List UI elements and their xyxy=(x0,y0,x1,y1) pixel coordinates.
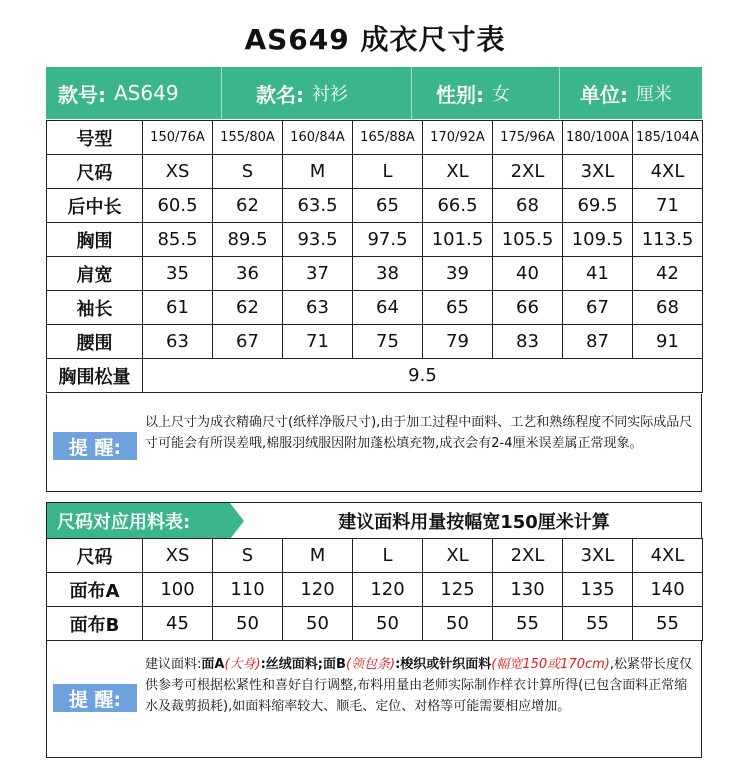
table-cell: 41 xyxy=(563,257,633,291)
page-title: AS649 成衣尺寸表 xyxy=(244,23,506,56)
fabric-tag: 尺码对应用料表: xyxy=(47,503,230,539)
fabric-a-note: (大身) xyxy=(224,657,261,672)
fabric-a-label: 面A xyxy=(201,657,225,672)
table-row xyxy=(47,189,703,223)
table-cell: 89.5 xyxy=(213,223,283,257)
table-cell: 40 xyxy=(493,257,563,291)
table-cell: 125 xyxy=(423,573,493,607)
table-cell: 60.5 xyxy=(143,189,213,223)
unit-label: 单位: xyxy=(580,82,628,107)
table-cell: XL xyxy=(423,539,493,573)
row-label: 尺码 xyxy=(47,539,143,573)
table-cell: 67 xyxy=(563,291,633,325)
table-cell: XS xyxy=(143,155,213,189)
table-cell: XL xyxy=(423,155,493,189)
name-value: 衬衫 xyxy=(312,84,348,105)
table-cell: 170/92A xyxy=(423,121,493,155)
table-cell: XS xyxy=(143,539,213,573)
text-rest: ,松紧带长度仅供参考可根据松紧性和喜好自行调整,布料用量由老师实际制作样衣计算所得(已包含面料正常缩水及裁剪损耗),如面料缩率较大、顺毛、定位、对格等可能需要相应增加。 xyxy=(145,657,693,714)
table-cell: 135 xyxy=(563,573,633,607)
table-row xyxy=(47,257,703,291)
table-cell: 155/80A xyxy=(213,121,283,155)
size-table xyxy=(46,120,702,393)
table-cell: 66 xyxy=(493,291,563,325)
table-cell: 2XL xyxy=(493,539,563,573)
row-label: 胸围 xyxy=(47,223,143,257)
table-cell: 3XL xyxy=(563,539,633,573)
ease-value: 9.5 xyxy=(143,359,703,393)
table-cell: L xyxy=(353,539,423,573)
header-bar xyxy=(46,67,702,119)
table-cell: 68 xyxy=(493,189,563,223)
table-cell: 61 xyxy=(143,291,213,325)
width-note: (幅宽150或170cm) xyxy=(491,657,610,672)
table-row xyxy=(47,121,703,155)
style-no-label: 款号: xyxy=(58,82,106,107)
table-cell: 79 xyxy=(423,325,493,359)
table-cell: 165/88A xyxy=(353,121,423,155)
table-cell: 71 xyxy=(633,189,703,223)
table-cell: 64 xyxy=(353,291,423,325)
gender-value: 女 xyxy=(492,84,510,105)
fabric-header-band xyxy=(46,502,702,538)
table-cell: S xyxy=(213,155,283,189)
row-label: 面布A xyxy=(47,573,143,607)
table-cell: 160/84A xyxy=(283,121,353,155)
reminder-text-2 xyxy=(145,654,693,717)
table-cell: 65 xyxy=(353,189,423,223)
table-cell: 110 xyxy=(213,573,283,607)
table-row xyxy=(47,539,703,573)
row-label: 袖长 xyxy=(47,291,143,325)
table-cell: 83 xyxy=(493,325,563,359)
table-cell: 68 xyxy=(633,291,703,325)
table-cell: 2XL xyxy=(493,155,563,189)
style-no-cell xyxy=(46,67,222,119)
ease-label: 胸围松量 xyxy=(47,359,143,393)
table-cell: 50 xyxy=(283,607,353,641)
table-cell: 85.5 xyxy=(143,223,213,257)
fabric-a-desc: :丝绒面料; xyxy=(260,657,324,672)
reminder-tag-2: 提 醒: xyxy=(53,684,137,712)
table-cell: 62 xyxy=(213,291,283,325)
table-cell: 55 xyxy=(633,607,703,641)
table-cell: 120 xyxy=(283,573,353,607)
table-row xyxy=(47,325,703,359)
table-cell: 100 xyxy=(143,573,213,607)
table-cell: 105.5 xyxy=(493,223,563,257)
table-cell: 180/100A xyxy=(563,121,633,155)
table-cell: 39 xyxy=(423,257,493,291)
table-cell: 63.5 xyxy=(283,189,353,223)
gender-cell xyxy=(412,67,560,119)
table-cell: 55 xyxy=(563,607,633,641)
fabric-table xyxy=(46,538,702,641)
table-cell: M xyxy=(283,539,353,573)
unit-value: 厘米 xyxy=(636,84,672,105)
style-no-value: AS649 xyxy=(114,81,179,105)
table-cell: 93.5 xyxy=(283,223,353,257)
table-cell: 150/76A xyxy=(143,121,213,155)
unit-cell xyxy=(560,67,702,119)
table-cell: 91 xyxy=(633,325,703,359)
fabric-b-label: 面B xyxy=(323,657,346,672)
table-cell: M xyxy=(283,155,353,189)
row-label: 后中长 xyxy=(47,189,143,223)
row-label: 腰围 xyxy=(47,325,143,359)
table-row xyxy=(47,607,703,641)
name-cell xyxy=(222,67,412,119)
table-cell: 38 xyxy=(353,257,423,291)
table-cell: 50 xyxy=(353,607,423,641)
table-cell: 50 xyxy=(213,607,283,641)
reminder-text: 以上尺寸为成衣精确尺寸(纸样净版尺寸),由于加工过程中面料、工艺和熟练程度不同实际成品尺寸可能会有所误差哦,棉服羽绒服因附加蓬松填充物,成衣会有2-4厘米误差属正常现象。 xyxy=(145,415,693,451)
table-row xyxy=(47,223,703,257)
table-cell: 67 xyxy=(213,325,283,359)
note-reminder-2 xyxy=(46,640,702,758)
name-label: 款名: xyxy=(256,82,304,107)
row-label: 肩宽 xyxy=(47,257,143,291)
table-cell: 66.5 xyxy=(423,189,493,223)
table-cell: 36 xyxy=(213,257,283,291)
fabric-b-note: (领包条) xyxy=(345,657,396,672)
table-cell: 42 xyxy=(633,257,703,291)
table-cell: 55 xyxy=(493,607,563,641)
table-row xyxy=(47,155,703,189)
table-cell: 97.5 xyxy=(353,223,423,257)
table-row xyxy=(47,573,703,607)
table-cell: 65 xyxy=(423,291,493,325)
table-cell: 109.5 xyxy=(563,223,633,257)
table-cell: 4XL xyxy=(633,155,703,189)
fabric-b-desc: :梭织或针织面料 xyxy=(395,657,492,672)
table-cell: 130 xyxy=(493,573,563,607)
table-cell: 120 xyxy=(353,573,423,607)
text-part: 建议面料: xyxy=(145,657,202,672)
table-cell: 101.5 xyxy=(423,223,493,257)
table-cell: 3XL xyxy=(563,155,633,189)
table-cell: 185/104A xyxy=(633,121,703,155)
table-cell: 50 xyxy=(423,607,493,641)
gender-label: 性别: xyxy=(436,82,484,107)
row-label: 尺码 xyxy=(47,155,143,189)
table-cell: L xyxy=(353,155,423,189)
table-cell: 69.5 xyxy=(563,189,633,223)
table-cell: 140 xyxy=(633,573,703,607)
reminder-tag: 提 醒: xyxy=(53,432,137,460)
table-cell: 45 xyxy=(143,607,213,641)
table-cell: 63 xyxy=(283,291,353,325)
row-label: 号型 xyxy=(47,121,143,155)
table-row xyxy=(47,291,703,325)
table-cell: S xyxy=(213,539,283,573)
table-cell: 4XL xyxy=(633,539,703,573)
table-cell: 35 xyxy=(143,257,213,291)
table-cell: 37 xyxy=(283,257,353,291)
table-cell: 75 xyxy=(353,325,423,359)
note-reminder-1 xyxy=(46,394,702,492)
table-cell: 113.5 xyxy=(633,223,703,257)
table-cell: 175/96A xyxy=(493,121,563,155)
fabric-title: 建议面料用量按幅宽150厘米计算 xyxy=(338,512,610,533)
table-cell: 62 xyxy=(213,189,283,223)
row-label: 面布B xyxy=(47,607,143,641)
table-cell: 63 xyxy=(143,325,213,359)
table-cell: 87 xyxy=(563,325,633,359)
table-cell: 71 xyxy=(283,325,353,359)
